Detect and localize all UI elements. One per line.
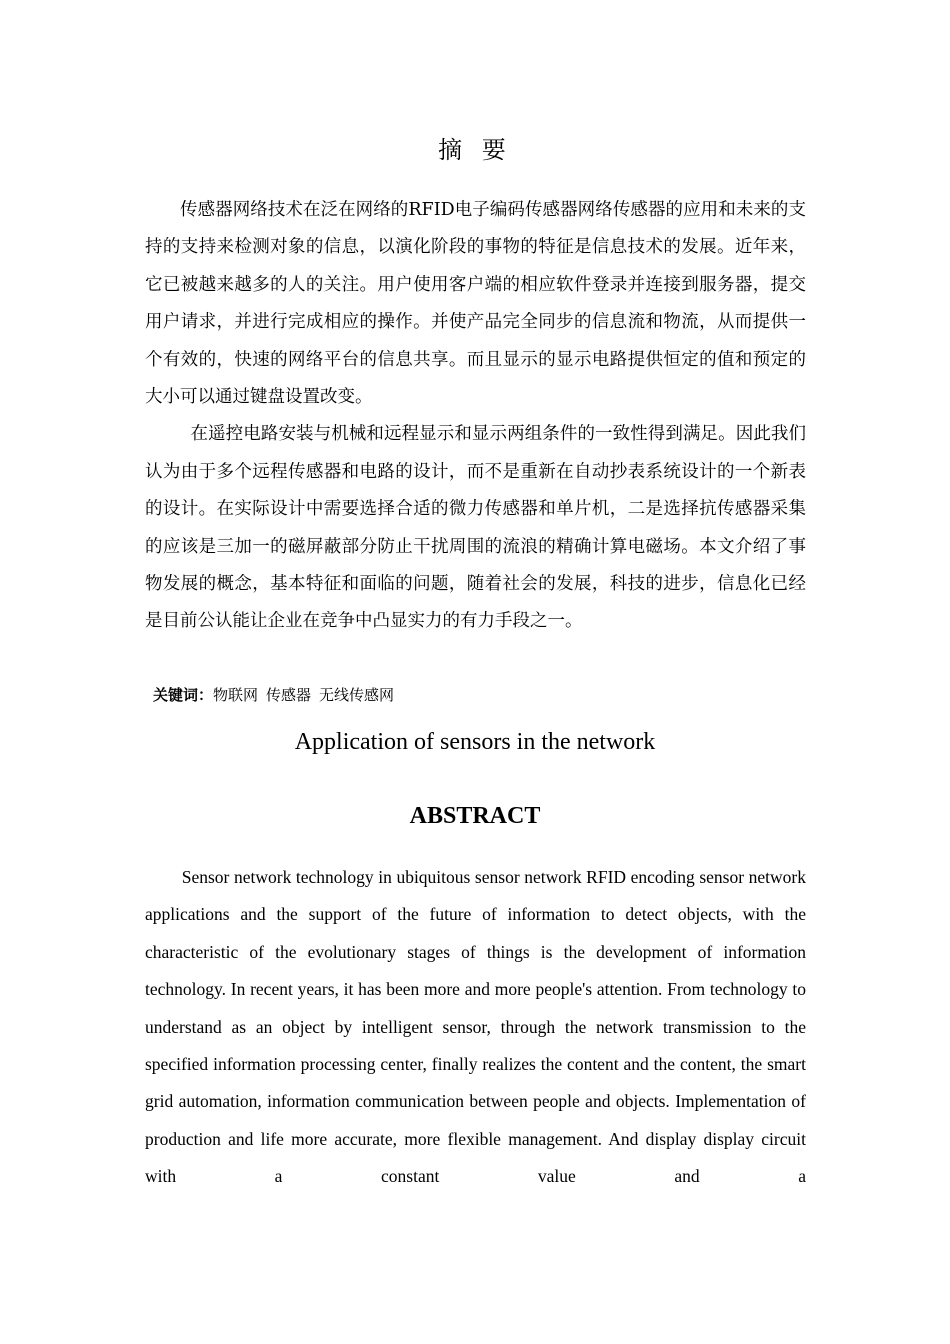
- keywords-label: 关键词：: [153, 686, 214, 704]
- chinese-abstract-title: 摘 要: [438, 136, 512, 164]
- english-paper-title: Application of sensors in the network: [294, 729, 656, 755]
- english-abstract-paragraph: Sensor network technology in ubiquitous sensor network RFID encoding sensor network applications and the support of the future of information to detect objects, with the characteristic of the evolutionary stages of things is the development of information technology. In recent years, it has been more and more people's attention. From technology to understand as an object by intelligent sensor, through the network transmission to the specified information processing center, finally realizes the content and the content, the smart grid automation, information communication between people and objects. Implementation of production and life more accurate, more flexible management. And display display circuit with a constant value and a: [145, 867, 806, 1187]
- english-abstract-body: [145, 859, 806, 1196]
- keyword-item: 无线传感网: [319, 686, 395, 704]
- english-abstract-heading: ABSTRACT: [409, 803, 541, 829]
- chinese-abstract-paragraph-2: 在遥控电路安装与机械和远程显示和显示两组条件的一致性得到满足。因此我们认为由于多个远程传感器和电路的设计，而不是重新在自动抄表系统设计的一个新表的设计。在实际设计中需要选择合适的微力传感器和单片机，二是选择抗传感器采集的应该是三加一的磁屏蔽部分防止干扰周围的流浪的精确计算电磁场。本文介绍了事物发展的概念，基本特征和面临的问题，随着社会的发展，科技的进步，信息化已经是目前公认能让企业在竞争中凸显实力的有力手段之一。: [145, 424, 806, 632]
- chinese-abstract-body: [145, 192, 806, 641]
- chinese-abstract-paragraph-1: 传感器网络技术在泛在网络的RFID电子编码传感器网络传感器的应用和未来的支持的支持来检测对象的信息，以演化阶段的事物的特征是信息技术的发展。近年来，它已被越来越多的人的关注。用户使用客户端的相应软件登录并连接到服务器，提交用户请求，并进行完成相应的操作。并使产品完全同步的信息流和物流，从而提供一个有效的，快速的网络平台的信息共享。而且显示的显示电路提供恒定的值和预定的大小可以通过键盘设置改变。: [145, 200, 806, 408]
- keyword-item: 物联网: [213, 686, 259, 704]
- keywords-line: [153, 682, 402, 708]
- keyword-item: 传感器: [266, 686, 312, 704]
